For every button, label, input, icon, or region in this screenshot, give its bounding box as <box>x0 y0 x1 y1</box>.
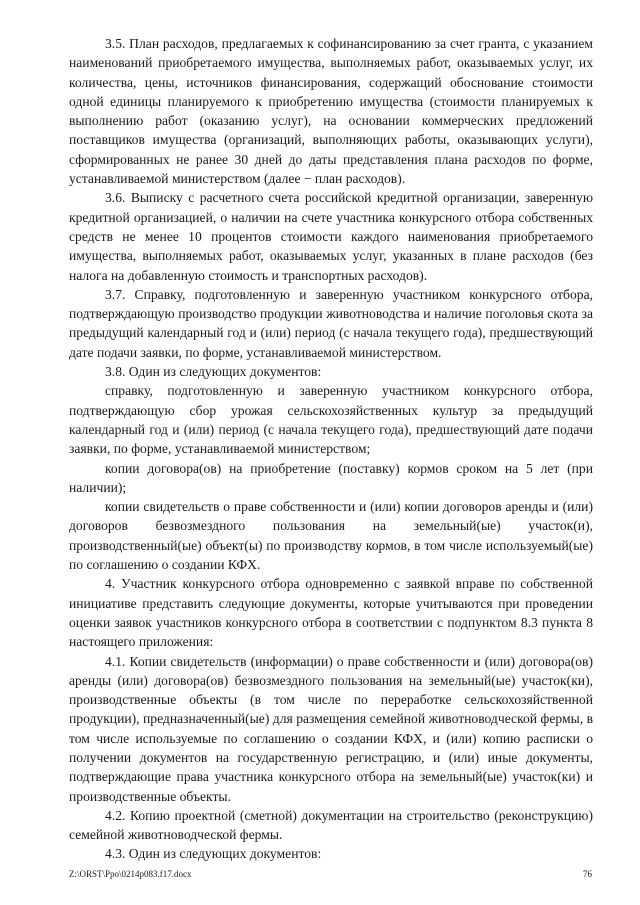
paragraph-3-7: 3.7. Справку, подготовленную и заверенную участником конкурсного отбора, подтверждающую производство продукции животноводства и наличие поголовья скота за предыдущий календарный год и (или) период (с начала текущего года), предшествующий дате подачи заявки, по форме, устанавливаемой министерством. <box>69 286 593 360</box>
paragraph-3-5: 3.5. План расходов, предлагаемых к софинансированию за счет гранта, с указанием наименований приобретаемого имущества, выполняемых работ, оказываемых услуг, их количества, цены, источников финансирования, содержащий обоснование стоимости одной единицы планируемого к приобретению имущества (стоимости планируемых к выполнению работ (оказанию услуг), на основании коммерческих предложений поставщиков имущества (организаций, выполняющих работы, оказывающих услуги), сформированных не ранее 30 дней до даты представления плана расходов по форме, устанавливаемой министерством (далее − план расходов). <box>69 36 593 187</box>
page-number: 76 <box>583 869 592 879</box>
paragraph-4-3: 4.3. Один из следующих документов: <box>105 846 322 862</box>
paragraph-3-8-item-2: копии договора(ов) на приобретение (поставку) кормов сроком на 5 лет (при наличии); <box>69 460 593 495</box>
file-path: Z:\ORST\Ppo\0214p083.f17.docx <box>69 869 192 879</box>
paragraph-3-8: 3.8. Один из следующих документов: <box>105 364 322 380</box>
paragraph-3-6: 3.6. Выписку с расчетного счета российской кредитной организации, заверенную кредитной организацией, о наличии на счете участника конкурсного отбора собственных средств не менее 10 процентов стоимости каждого наименования приобретаемого имущества, выполняемых работ, оказываемых услуг, указанных в плане расходов (без налога на добавленную стоимость и транспортных расходов). <box>69 190 593 283</box>
paragraph-3-8-item-1: справку, подготовленную и заверенную участником конкурсного отбора, подтверждающую сбор урожая сельскохозяйственных культур за предыдущий календарный год и (или) период (с начала текущего года), предшествующий дате подачи заявки, по форме, устанавливаемой министерством; <box>69 383 593 457</box>
document-body <box>69 34 593 864</box>
page-footer <box>69 869 592 879</box>
paragraph-4-1: 4.1. Копии свидетельств (информации) о праве собственности и (или) договора(ов) аренды (или) договора(ов) безвозмездного пользования на земельный(ые) участок(ки), производственные объекты (в том числе по переработке сельскохозяйственной продукции), предназначенный(ые) для размещения семейной животноводческой фермы, в том числе используемые по соглашению о создании КФХ, и (или) копию расписки о получении документов на государственную регистрацию, и (или) иные документы, подтверждающие права участника конкурсного отбора на земельный(ые) участок(ки) и производственные объекты. <box>69 653 593 804</box>
paragraph-4-2: 4.2. Копию проектной (сметной) документации на строительство (реконструкцию) семейной животноводческой фермы. <box>69 807 593 843</box>
paragraph-3-8-item-3: копии свидетельств о праве собственности и (или) копии договоров аренды и (или) договоров безвозмездного пользования на земельный(ые) участок(и), производственный(ые) объект(ы) по производству кормов, в том числе используемый(ые) по соглашению о создании КФХ. <box>69 499 593 573</box>
paragraph-4: 4. Участник конкурсного отбора одновременно с заявкой вправе по собственной инициативе представить следующие документы, которые учитываются при проведении оценки заявок участников конкурсного отбора в соответствии с подпунктом 8.3 пункта 8 настоящего приложения: <box>69 576 593 650</box>
